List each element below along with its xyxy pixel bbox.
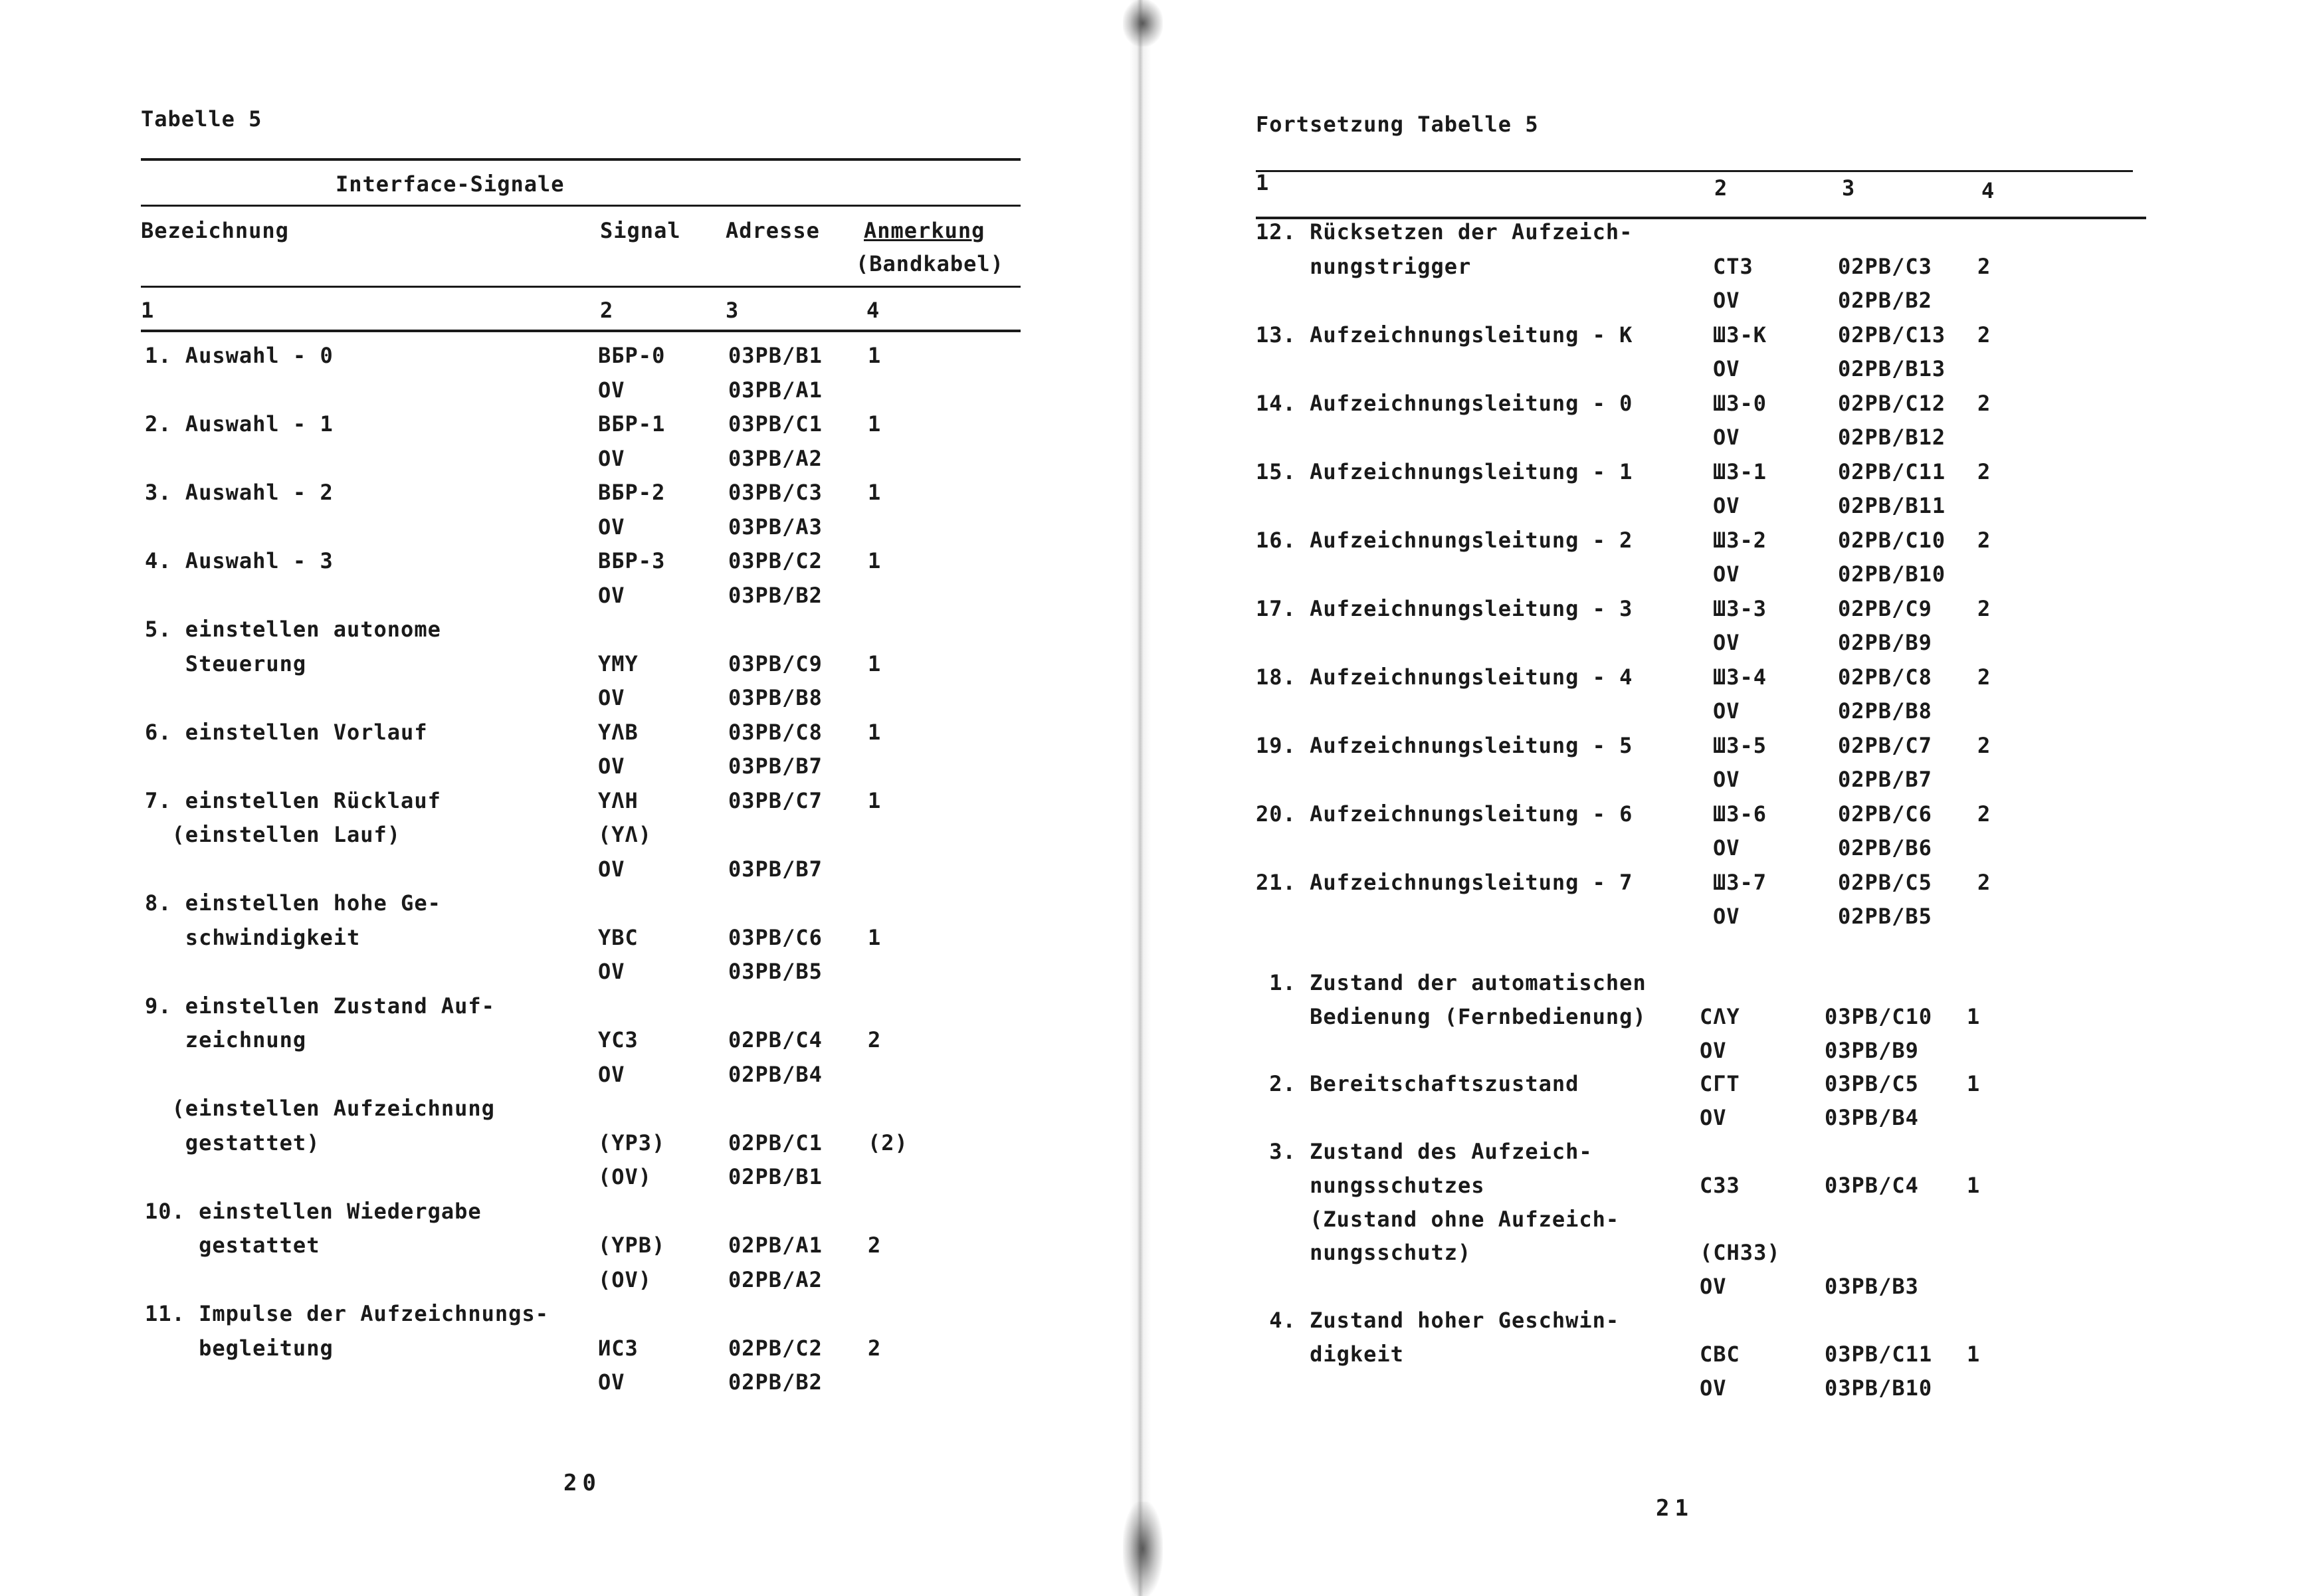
row-anmerkung: 1 [1967,1341,1981,1367]
row-adresse: 02PB/B10 [1838,561,1946,587]
group-header: Interface-Signale [336,171,565,197]
row-anmerkung: 2 [868,1335,882,1361]
row-anmerkung: 2 [868,1027,882,1052]
row-signal: Ш3-4 [1713,664,1767,690]
row-adresse: 03PB/A3 [728,514,823,540]
row-label: digkeit [1256,1341,1404,1367]
row-adresse: 02PB/C4 [728,1027,823,1052]
row-label: Steuerung [145,650,307,676]
row-signal: CΛY [1700,1003,1740,1029]
row-anmerkung: 2 [1977,390,1991,416]
row-label: 7. einstellen Rücklauf [145,787,441,813]
row-label: 8. einstellen hohe Ge- [145,890,441,916]
row-adresse: 03PB/B4 [1825,1105,1919,1131]
header-bezeichnung: Bezeichnung [141,218,289,243]
row-anmerkung: 2 [1977,801,1991,827]
row-adresse: 02PB/C7 [1838,732,1932,758]
row-anmerkung: 2 [1977,732,1991,758]
row-signal: OV [598,514,625,540]
row-label: 19. Aufzeichnungsleitung - 5 [1256,732,1633,758]
row-signal: Ш3-3 [1713,595,1767,621]
table-caption: Tabelle 5 [141,106,262,132]
row-signal: OV [1713,698,1740,724]
row-label: schwindigkeit [145,924,361,950]
row-signal: OV [1713,904,1740,929]
row-anmerkung: 1 [868,650,882,676]
row-adresse: 03PB/B9 [1825,1037,1919,1063]
row-adresse: 03PB/C3 [728,480,823,505]
top-rule [141,158,1021,161]
row-anmerkung: 1 [868,924,882,950]
row-anmerkung: 1 [868,411,882,437]
row-signal: OV [598,959,625,984]
header-adresse: Adresse [726,218,820,243]
page-number: 20 [563,1470,601,1496]
row-signal: C33 [1700,1172,1740,1198]
colnum-1: 1 [141,298,155,323]
row-adresse: 03PB/C1 [728,411,823,437]
row-adresse: 03PB/C11 [1825,1341,1933,1367]
row-signal: Ш3-1 [1713,458,1767,484]
row-adresse: 02PB/B13 [1838,356,1946,381]
row-signal: CBC [1700,1341,1740,1367]
row-signal: OV [1713,493,1740,518]
row-anmerkung: 2 [1977,253,1991,279]
row-signal: OV [598,1061,625,1087]
row-adresse: 03PB/B5 [728,959,823,984]
row-anmerkung: 2 [1977,869,1991,895]
colnum-3: 3 [726,298,740,323]
row-adresse: 03PB/C5 [1825,1071,1919,1097]
row-adresse: 02PB/C5 [1838,869,1932,895]
row-signal: OV [598,445,625,471]
row-label: 21. Aufzeichnungsleitung - 7 [1256,869,1633,895]
row-label: 1. Zustand der automatischen [1256,970,1647,995]
row-adresse: 03PB/C8 [728,719,823,745]
row-anmerkung: 2 [1977,458,1991,484]
row-label: gestattet [145,1233,320,1258]
row-signal: Ш3-5 [1713,732,1767,758]
row-adresse: 03PB/B7 [728,856,823,882]
right-page [1138,0,2297,1596]
row-adresse: 03PB/C2 [728,548,823,573]
row-adresse: 02PB/B7 [1838,767,1932,792]
row-label: 20. Aufzeichnungsleitung - 6 [1256,801,1633,827]
row-label: 13. Aufzeichnungsleitung - K [1256,322,1633,348]
row-label: (einstellen Aufzeichnung [145,1096,495,1121]
row-adresse: 03PB/C4 [1825,1172,1919,1198]
row-adresse: 02PB/B4 [728,1061,823,1087]
colnum-2: 2 [1714,175,1728,201]
header-signal: Signal [600,218,681,243]
row-signal: YΛH [598,787,639,813]
row-signal: OV [1713,561,1740,587]
row-signal: (YPB) [598,1233,666,1258]
row-adresse: 02PB/C13 [1838,322,1946,348]
row-anmerkung: 1 [1967,1003,1981,1029]
colnum-4: 4 [1981,178,1995,203]
row-label: 3. Zustand des Aufzeich- [1256,1139,1593,1164]
row-label: 4. Zustand hoher Geschwin- [1256,1308,1620,1333]
row-adresse: 02PB/B6 [1838,835,1932,860]
row-signal: BБP-1 [598,411,666,437]
row-signal: (OV) [598,1164,652,1189]
row-signal: (CH33) [1700,1240,1781,1266]
row-signal: OV [598,856,625,882]
row-label: zeichnung [145,1027,307,1052]
row-label: 4. Auswahl - 3 [145,548,334,573]
row-adresse: 03PB/B10 [1825,1375,1933,1401]
row-label: 17. Aufzeichnungsleitung - 3 [1256,595,1633,621]
row-label: nungsschutzes [1256,1172,1485,1198]
row-anmerkung: 1 [868,480,882,505]
page-number: 21 [1656,1495,1694,1522]
row-anmerkung: 1 [868,343,882,368]
row-adresse: 03PB/B8 [728,685,823,710]
top-rule [1256,170,2133,172]
header-rule [141,286,1021,288]
row-anmerkung: 1 [868,787,882,813]
row-signal: OV [1700,1105,1727,1131]
row-label: 2. Bereitschaftszustand [1256,1071,1579,1097]
row-signal: YMY [598,650,639,676]
row-signal: (YP3) [598,1130,666,1155]
row-label: begleitung [145,1335,334,1361]
colnum-2: 2 [600,298,614,323]
row-signal: (OV) [598,1266,652,1292]
row-label: (Zustand ohne Aufzeich- [1256,1206,1620,1232]
row-label: nungsschutz) [1256,1240,1472,1266]
row-signal: OV [598,582,625,608]
row-adresse: 03PB/C9 [728,650,823,676]
row-adresse: 03PB/B1 [728,343,823,368]
row-adresse: 03PB/B2 [728,582,823,608]
colnum-1: 1 [1256,170,1270,195]
row-adresse: 02PB/C10 [1838,527,1946,553]
row-adresse: 02PB/C8 [1838,664,1932,690]
row-adresse: 03PB/A1 [728,377,823,403]
row-label: 2. Auswahl - 1 [145,411,334,437]
row-signal: OV [1713,630,1740,655]
row-signal: OV [1700,1037,1727,1063]
row-adresse: 02PB/B8 [1838,698,1932,724]
row-signal: Ш3-7 [1713,869,1767,895]
row-adresse: 03PB/A2 [728,445,823,471]
row-signal: YΛB [598,719,639,745]
row-signal: OV [1713,767,1740,792]
row-signal: OV [1700,1375,1727,1401]
row-label: 16. Aufzeichnungsleitung - 2 [1256,527,1633,553]
row-label: 12. Rücksetzen der Aufzeich- [1256,219,1633,245]
row-signal: Ш3-6 [1713,801,1767,827]
table-caption: Fortsetzung Tabelle 5 [1256,112,1539,137]
row-adresse: 02PB/B11 [1838,493,1946,518]
row-adresse: 03PB/C6 [728,924,823,950]
row-adresse: 02PB/C1 [728,1130,823,1155]
row-signal: Ш3-0 [1713,390,1767,416]
row-adresse: 02PB/C2 [728,1335,823,1361]
row-signal: OV [598,377,625,403]
row-adresse: 02PB/B1 [728,1164,823,1189]
header-anmerkung-sub: (Bandkabel) [856,251,1004,276]
row-signal: Ш3-2 [1713,527,1767,553]
row-label: Bedienung (Fernbedienung) [1256,1003,1647,1029]
row-adresse: 03PB/C10 [1825,1003,1933,1029]
row-label: 3. Auswahl - 2 [145,480,334,505]
colnum-rule [141,330,1021,332]
row-signal: YBC [598,924,639,950]
row-anmerkung: 2 [1977,595,1991,621]
left-page [0,0,1138,1596]
row-anmerkung: 1 [868,719,882,745]
row-adresse: 02PB/C12 [1838,390,1946,416]
row-adresse: 02PB/C9 [1838,595,1932,621]
row-signal: OV [598,753,625,779]
row-label: 14. Aufzeichnungsleitung - 0 [1256,390,1633,416]
row-adresse: 03PB/B3 [1825,1274,1919,1300]
row-adresse: 03PB/B7 [728,753,823,779]
row-signal: BБP-3 [598,548,666,573]
row-label: gestattet) [145,1130,320,1155]
row-adresse: 02PB/B2 [1838,288,1932,313]
row-anmerkung: (2) [868,1130,908,1155]
row-anmerkung: 1 [1967,1071,1981,1097]
row-label: 9. einstellen Zustand Auf- [145,993,495,1019]
row-label: nungstrigger [1256,253,1472,279]
row-label: 5. einstellen autonome [145,617,441,642]
row-signal: CΓT [1700,1071,1740,1097]
row-label: 1. Auswahl - 0 [145,343,334,368]
colnum-3: 3 [1842,175,1856,201]
row-label: 18. Aufzeichnungsleitung - 4 [1256,664,1633,690]
row-adresse: 02PB/B12 [1838,425,1946,450]
row-signal: CT3 [1713,253,1753,279]
row-signal: ИC3 [598,1335,639,1361]
row-signal: OV [1713,356,1740,381]
row-anmerkung: 2 [1977,527,1991,553]
row-signal: OV [1713,288,1740,313]
row-label: 6. einstellen Vorlauf [145,719,428,745]
row-anmerkung: 1 [868,548,882,573]
row-label: 10. einstellen Wiedergabe [145,1198,482,1224]
row-signal: OV [1713,835,1740,860]
row-adresse: 03PB/C7 [728,787,823,813]
row-signal: OV [598,1369,625,1395]
row-anmerkung: 2 [868,1233,882,1258]
row-signal: BБP-0 [598,343,666,368]
row-signal: OV [1713,425,1740,450]
header-anmerkung: Anmerkung [864,218,985,243]
row-adresse: 02PB/C11 [1838,458,1946,484]
row-adresse: 02PB/A2 [728,1266,823,1292]
row-label: (einstellen Lauf) [145,822,401,847]
colnum-4: 4 [866,298,880,323]
row-signal: Ш3-K [1713,322,1767,348]
row-adresse: 02PB/C3 [1838,253,1932,279]
row-signal: (YΛ) [598,822,652,847]
row-signal: YC3 [598,1027,639,1052]
row-anmerkung: 2 [1977,322,1991,348]
row-adresse: 02PB/B2 [728,1369,823,1395]
row-signal: BБP-2 [598,480,666,505]
row-signal: OV [1700,1274,1727,1300]
row-label: 15. Aufzeichnungsleitung - 1 [1256,458,1633,484]
row-adresse: 02PB/A1 [728,1233,823,1258]
row-anmerkung: 1 [1967,1172,1981,1198]
row-signal: OV [598,685,625,710]
row-adresse: 02PB/C6 [1838,801,1932,827]
row-adresse: 02PB/B9 [1838,630,1932,655]
row-anmerkung: 2 [1977,664,1991,690]
row-label: 11. Impulse der Aufzeichnungs- [145,1301,549,1326]
row-adresse: 02PB/B5 [1838,904,1932,929]
group-rule [141,205,1021,207]
